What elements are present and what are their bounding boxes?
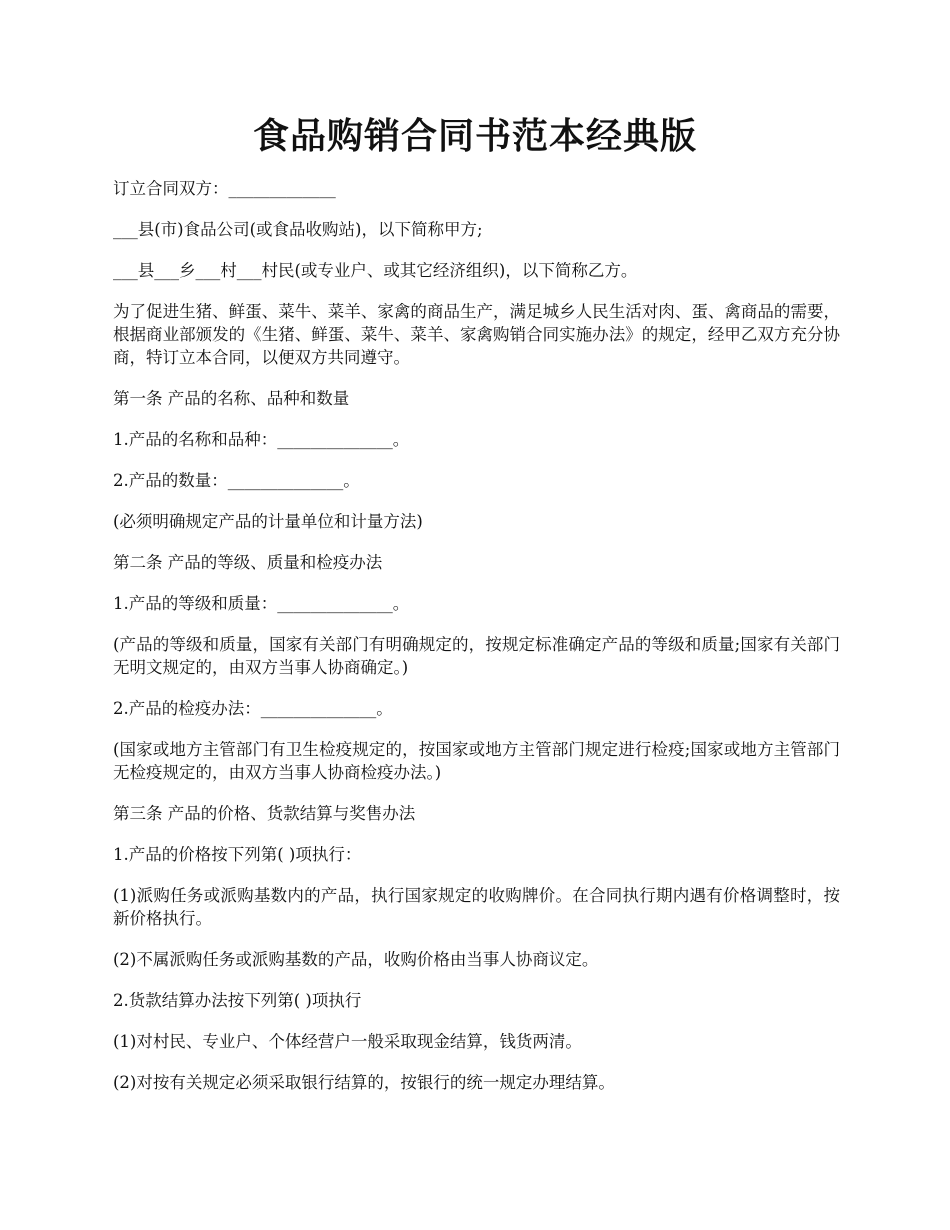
party-b: ___县___乡___村___村民(或专业户、或其它经济组织)，以下简称乙方。 [113,261,638,280]
article-3-item-2: 2.货款结算办法按下列第( )项执行 [113,991,362,1010]
article-3-item-2-2: (2)对按有关规定必须采取银行结算的，按银行的统一规定办理结算。 [113,1073,615,1092]
article-2-note-2: (国家或地方主管部门有卫生检疫规定的，按国家或地方主管部门规定进行检疫;国家或地方主管部门无检疫规定的，由双方当事人协商检疫办法。) [113,740,840,782]
article-1-item-1: 1.产品的名称和品种：______________。 [113,430,410,449]
article-3-item-1-2: (2)不属派购任务或派购基数的产品，收购价格由当事人协商议定。 [113,950,599,969]
article-3-item-2-1: (1)对村民、专业户、个体经营户一般采取现金结算，钱货两清。 [113,1032,582,1051]
article-2-heading: 第二条 产品的等级、质量和检疫办法 [113,553,383,572]
party-intro: 订立合同双方：_____________ [113,179,336,198]
article-2-item-2: 2.产品的检疫办法：______________。 [113,699,393,718]
article-1-note: (必须明确规定产品的计量单位和计量方法) [113,512,423,531]
article-3-item-1-1: (1)派购任务或派购基数内的产品，执行国家规定的收购牌价。在合同执行期内遇有价格调整时，按新价格执行。 [113,886,840,928]
party-a: ___县(市)食品公司(或食品收购站)，以下简称甲方; [113,220,483,239]
article-3-item-1: 1.产品的价格按下列第( )项执行： [113,845,362,864]
document-body [113,177,840,1112]
preamble: 为了促进生猪、鲜蛋、菜牛、菜羊、家禽的商品生产，满足城乡人民生活对肉、蛋、禽商品的需要，根据商业部颁发的《生猪、鲜蛋、菜牛、菜羊、家禽购销合同实施办法》的规定，经甲乙双方充分协商，特订立本合同，以便双方共同遵守。 [113,302,840,367]
document-title: 食品购销合同书范本经典版 [252,115,697,157]
article-3-heading: 第三条 产品的价格、货款结算与奖售办法 [113,804,416,823]
article-1-item-2: 2.产品的数量：______________。 [113,471,360,490]
article-2-item-1: 1.产品的等级和质量：______________。 [113,594,410,613]
article-2-note-1: (产品的等级和质量，国家有关部门有明确规定的，按规定标准确定产品的等级和质量;国家有关部门无明文规定的，由双方当事人协商确定。) [113,635,840,677]
article-1-heading: 第一条 产品的名称、品种和数量 [113,389,350,408]
